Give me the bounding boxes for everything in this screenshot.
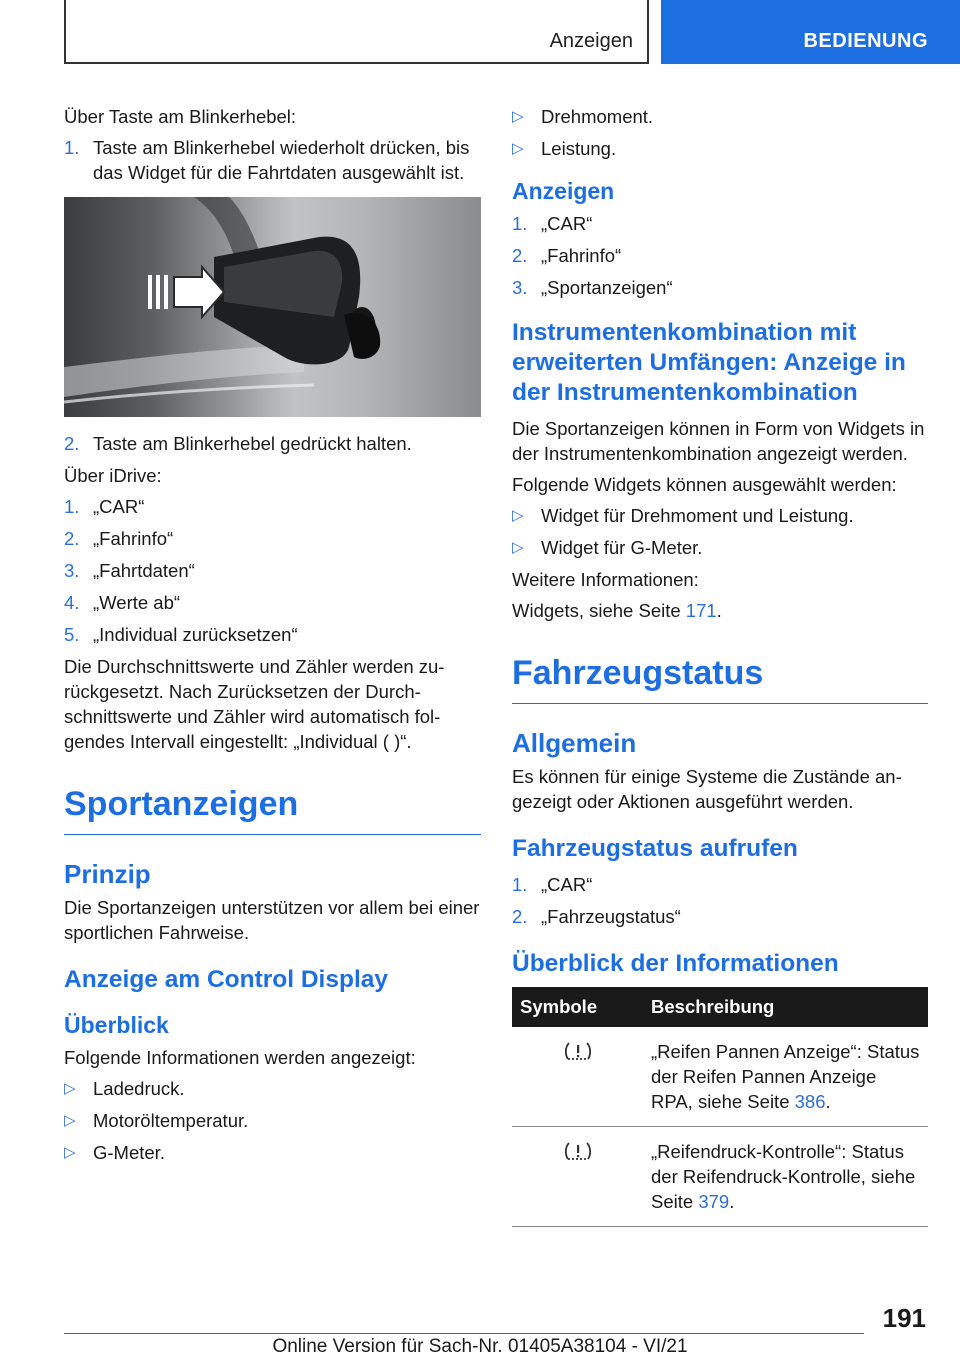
triangle-bullet-icon: ▷ <box>64 1144 76 1161</box>
page-link-386[interactable]: 386 <box>794 1091 826 1112</box>
list-item: ▷ Drehmoment. <box>512 106 654 127</box>
triangle-bullet-icon: ▷ <box>64 1080 76 1097</box>
column-header-beschreibung: Beschreibung <box>643 987 928 1027</box>
instr-text: Die Sportanzeigen können in Form von Widgets in der Instrumentenkombination angezeigt werden. <box>512 418 925 464</box>
triangle-bullet-icon: ▷ <box>512 108 524 125</box>
list-item: 2. „Fahrzeugstatus“ <box>512 906 681 927</box>
page-number: 191 <box>882 1303 926 1333</box>
tire-pressure-warning-icon <box>563 1141 593 1163</box>
intro-idrive: Über iDrive: <box>64 465 162 486</box>
heading-fahrzeugstatus: Fahrzeugstatus <box>512 653 928 704</box>
widgets-intro: Folgende Widgets können ausgewählt werden: <box>512 474 897 495</box>
intro-blinker: Über Taste am Blinkerhebel: <box>64 106 297 127</box>
list-item: 2. Taste am Blinkerhebel gedrückt halten. <box>64 433 412 454</box>
table-header-row <box>512 987 928 1027</box>
ueberblick-list-continued <box>512 104 928 161</box>
ueberblick-list <box>64 1076 481 1165</box>
blinker-lever-photo <box>64 197 481 417</box>
list-item: 3. „Fahrtdaten“ <box>64 560 195 581</box>
heading-ueberblick: Überblick <box>64 1012 169 1038</box>
widgets-reference: Widgets, siehe Seite 171. <box>512 600 722 621</box>
heading-control-display: Anzeige am Control Display <box>64 966 389 993</box>
heading-sportanzeigen: Sportanzeigen <box>64 784 481 835</box>
symbol-cell <box>512 1127 643 1227</box>
header-section-title: Anzeigen <box>549 30 633 52</box>
table-row <box>512 1027 928 1127</box>
header-chapter-title: BEDIENUNG <box>803 30 928 52</box>
triangle-bullet-icon: ▷ <box>512 507 524 524</box>
header-section-box <box>64 0 649 64</box>
heading-fahrzeugstatus-aufrufen: Fahrzeugstatus aufrufen <box>512 835 798 862</box>
footer-online-version: Online Version für Sach-Nr. 01405A38104 - VI/21 <box>272 1336 688 1357</box>
status-table <box>512 987 928 1227</box>
column-header-symbole: Symbole <box>512 987 643 1027</box>
list-item: 1. „CAR“ <box>64 496 145 517</box>
description-cell: „Reifendruck-Kontrolle“: Status der Reifendruck-Kontrolle, siehe Seite 379. <box>643 1127 928 1227</box>
header-chapter-tab <box>661 0 960 64</box>
description-cell: „Reifen Pannen Anzeige“: Status der Reifen Pannen Anzeige RPA, siehe Seite 386. <box>643 1027 928 1127</box>
table-row <box>512 1127 928 1227</box>
step-number: 2. <box>64 433 80 454</box>
list-item: 1. „CAR“ <box>512 874 593 895</box>
heading-ueberblick-informationen: Überblick der Informationen <box>512 950 839 977</box>
left-column <box>64 104 481 1172</box>
heading-prinzip: Prinzip <box>64 859 151 889</box>
anzeigen-steps <box>512 211 928 300</box>
list-item: 1. Taste am Blinkerhebel wiederholt drücken, bis das Widget für die Fahrtdaten ausgewählt ist. <box>64 137 470 183</box>
blinker-step-2 <box>64 431 481 456</box>
page-link-379[interactable]: 379 <box>698 1191 730 1212</box>
list-item: ▷ Widget für G-Meter. <box>512 537 703 558</box>
list-item: 5. „Individual zurücksetzen“ <box>64 624 298 645</box>
allgemein-text: Es können für einige Systeme die Zustände angezeigt oder Aktionen ausgeführt werden. <box>512 766 902 812</box>
more-info: Weitere Informationen: <box>512 569 699 590</box>
list-item: 4. „Werte ab“ <box>64 592 181 613</box>
blinker-steps <box>64 135 481 185</box>
list-item: ▷ Motoröltemperatur. <box>64 1110 249 1131</box>
reset-text: Die Durchschnittswerte und Zähler werden zurückgesetzt. Nach Zurücksetzen der Durchschnittswerte und Zähler wird automatisch folgendes Intervall eingestellt: „Individual ( )“. <box>64 656 445 752</box>
aufrufen-steps <box>512 872 928 929</box>
list-item: 3. „Sportanzeigen“ <box>512 277 673 298</box>
triangle-bullet-icon: ▷ <box>64 1112 76 1129</box>
symbol-cell <box>512 1027 643 1127</box>
heading-anzeigen: Anzeigen <box>512 178 615 204</box>
prinzip-text: Die Sportanzeigen unterstützen vor allem bei einer sportlichen Fahrweise. <box>64 897 480 943</box>
triangle-bullet-icon: ▷ <box>512 539 524 556</box>
triangle-bullet-icon: ▷ <box>512 140 524 157</box>
ueberblick-text: Folgende Informationen werden angezeigt: <box>64 1047 416 1068</box>
idrive-steps <box>64 494 481 647</box>
widgets-list <box>512 503 928 560</box>
list-item: 1. „CAR“ <box>512 213 593 234</box>
step-number: 1. <box>64 137 80 158</box>
tire-pressure-warning-icon <box>563 1041 593 1063</box>
list-item: ▷ Ladedruck. <box>64 1078 185 1099</box>
footer-divider <box>64 1333 864 1334</box>
page-link-171[interactable]: 171 <box>685 600 717 621</box>
list-item: ▷ Leistung. <box>512 138 617 159</box>
blinker-lever-illustration <box>64 197 481 417</box>
list-item: 2. „Fahrinfo“ <box>512 245 622 266</box>
list-item: ▷ Widget für Drehmoment und Leistung. <box>512 505 854 526</box>
list-item: 2. „Fahrinfo“ <box>64 528 174 549</box>
heading-instrumentenkombination: Instrumentenkombination mit erweiterten Umfängen: Anzeige in der Instrumentenkombination <box>512 319 906 406</box>
heading-allgemein: Allgemein <box>512 728 637 758</box>
list-item: ▷ G-Meter. <box>64 1142 165 1163</box>
right-column <box>512 104 928 1227</box>
